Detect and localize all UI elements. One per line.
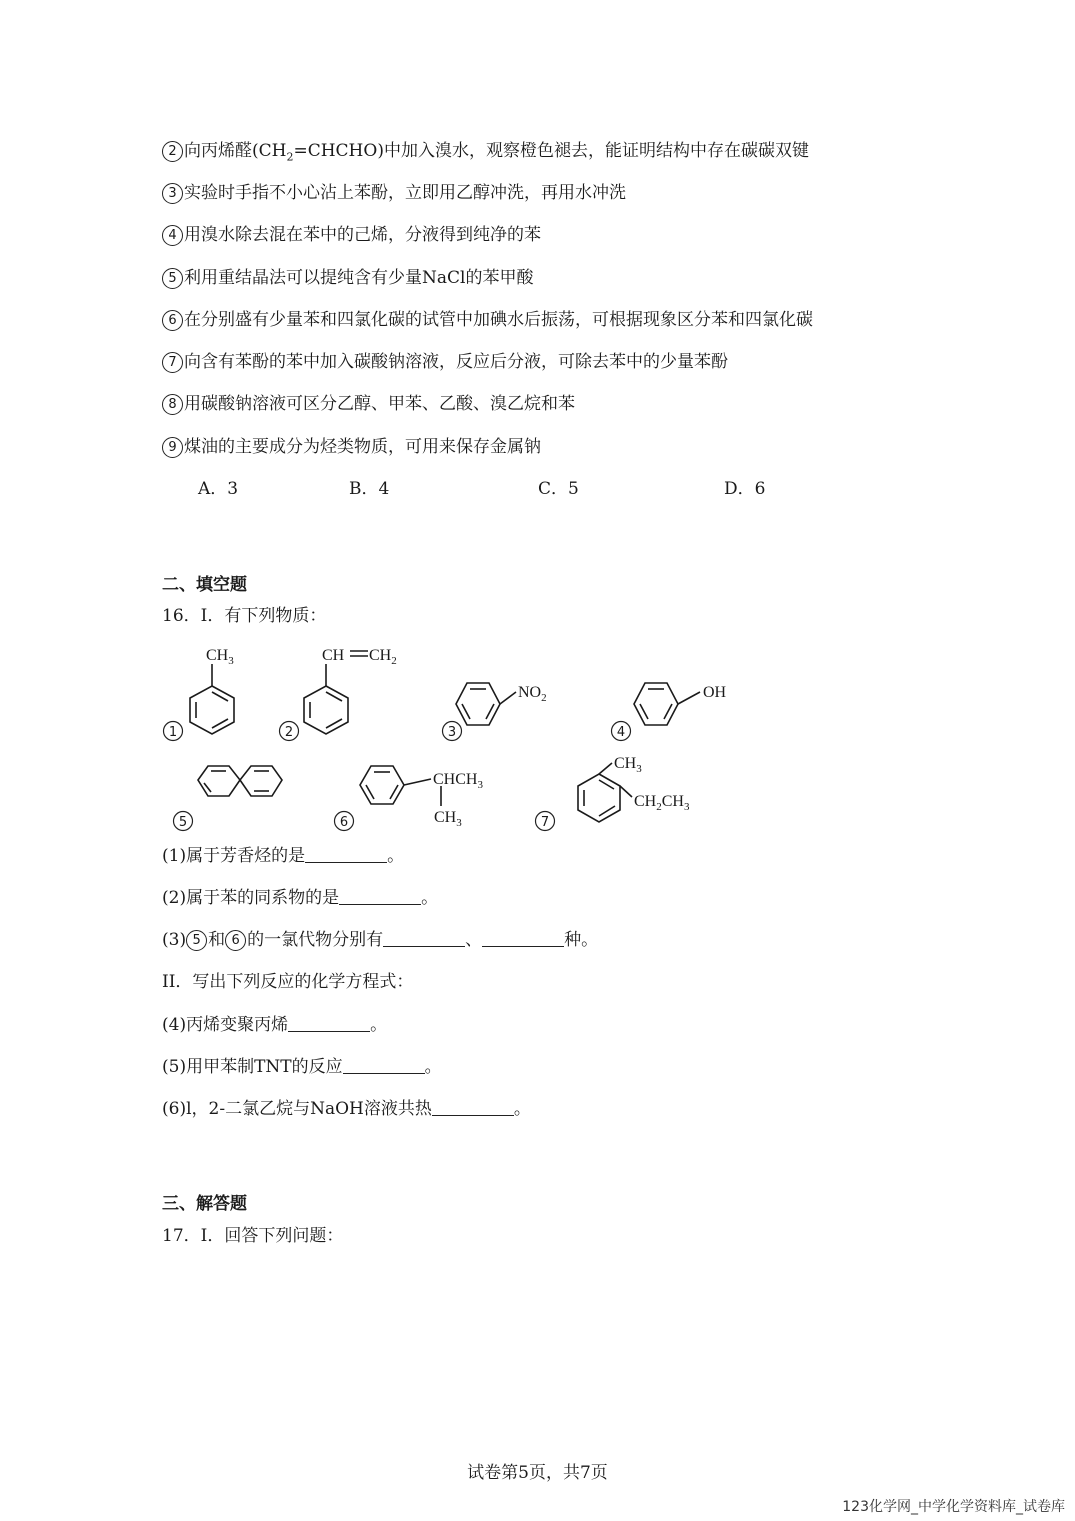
- answer-blank[interactable]: [432, 1099, 514, 1116]
- structure-2-number: 2: [284, 725, 294, 740]
- answer-blank[interactable]: [482, 930, 564, 947]
- statement-6: 6 在分别盛有少量苯和四氯化碳的试管中加碘水后振荡，可根据现象区分苯和四氯化碳: [162, 309, 813, 331]
- circled-number: 6: [162, 310, 183, 331]
- q16-part-6: (6)l，2-二氯乙烷与NaOH溶液共热 。: [162, 1099, 531, 1119]
- structure-7-number: 7: [540, 815, 550, 830]
- statement-8: 8 用碳酸钠溶液可区分乙醇、甲苯、乙酸、溴乙烷和苯: [162, 393, 575, 415]
- statement-9: 9 煤油的主要成分为烃类物质，可用来保存金属钠: [162, 436, 541, 458]
- s7-ch2ch3-label: $CH_2CH_3$: [634, 793, 690, 813]
- circled-number: 8: [162, 394, 183, 415]
- structure-1-number: 1: [168, 725, 178, 740]
- s2-ch2-label: $CH_2$: [369, 647, 397, 667]
- circled-number: 6: [225, 930, 246, 951]
- option-d[interactable]: D．6: [724, 479, 766, 499]
- answer-blank[interactable]: [288, 1015, 370, 1032]
- question-17-intro: 17．I．回答下列问题：: [162, 1226, 344, 1246]
- structure-6-number: 6: [339, 815, 349, 830]
- s6-ch3-label: $CH_3$: [434, 809, 462, 829]
- q16-part-4: (4)丙烯变聚丙烯 。: [162, 1015, 388, 1035]
- structure-5-number: 5: [178, 815, 188, 830]
- structure-4-phenol: [634, 683, 700, 725]
- statement-2: 2 向丙烯醛$(CH_2=CHCHO)$中加入溴水，观察橙色褪去，能证明结构中存在碳碳双键: [162, 140, 809, 162]
- q16-part-ii-heading: II．写出下列反应的化学方程式：: [162, 972, 414, 992]
- q16-part-2: (2)属于苯的同系物的是 。: [162, 888, 439, 908]
- circled-number: 3: [162, 183, 183, 204]
- option-b[interactable]: B．4: [349, 479, 390, 499]
- q16-part-5: (5)用甲苯制TNT的反应 。: [162, 1057, 442, 1077]
- q16-part-1: (1)属于芳香烃的是 。: [162, 846, 405, 866]
- option-a[interactable]: A．3: [198, 479, 239, 499]
- section-title-answer: 三、解答题: [162, 1194, 247, 1214]
- question-16-intro: 16．I．有下列物质：: [162, 606, 327, 626]
- answer-blank[interactable]: [339, 888, 421, 905]
- page-footer: 试卷第5页，共7页: [467, 1463, 608, 1483]
- s3-no2-label: $NO_2$: [518, 684, 547, 704]
- circled-number: 2: [162, 141, 183, 162]
- watermark: 123化学网_中学化学资料库_试卷库: [842, 1499, 1065, 1515]
- s6-chch3-label: $CHCH_3$: [433, 771, 483, 791]
- answer-blank[interactable]: [383, 930, 465, 947]
- s1-ch3-label: $CH_3$: [206, 647, 234, 667]
- statement-7: 7 向含有苯酚的苯中加入碳酸钠溶液，反应后分液，可除去苯中的少量苯酚: [162, 351, 728, 373]
- statement-3: 3 实验时手指不小心沾上苯酚，立即用乙醇冲洗，再用水冲洗: [162, 182, 626, 204]
- structure-1-toluene: [190, 664, 234, 734]
- answer-blank[interactable]: [343, 1057, 425, 1074]
- statement-5: 5 利用重结晶法可以提纯含有少量NaCl的苯甲酸: [162, 267, 533, 289]
- section-title-fill-in: 二、填空题: [162, 575, 247, 595]
- s7-ch3-label: $CH_3$: [614, 755, 642, 775]
- s2-ch-label: CH: [322, 647, 345, 664]
- circled-number: 9: [162, 437, 183, 458]
- structure-6-cumene: [360, 766, 441, 806]
- answer-blank[interactable]: [305, 846, 387, 863]
- circled-number: 5: [186, 930, 207, 951]
- circled-number: 5: [162, 268, 183, 289]
- circled-number: 7: [162, 352, 183, 373]
- q16-part-3: (3) 5 和 6 的一氯代物分别有 、 种。: [162, 930, 599, 950]
- s4-oh-label: OH: [703, 684, 727, 701]
- statement-4: 4 用溴水除去混在苯中的己烯，分液得到纯净的苯: [162, 224, 541, 246]
- structure-3-nitrobenzene: [456, 683, 516, 725]
- structure-3-number: 3: [447, 725, 457, 740]
- structure-5-naphthalene: [198, 766, 282, 796]
- circled-number: 4: [162, 225, 183, 246]
- structure-4-number: 4: [616, 725, 626, 740]
- option-c[interactable]: C．5: [538, 479, 579, 499]
